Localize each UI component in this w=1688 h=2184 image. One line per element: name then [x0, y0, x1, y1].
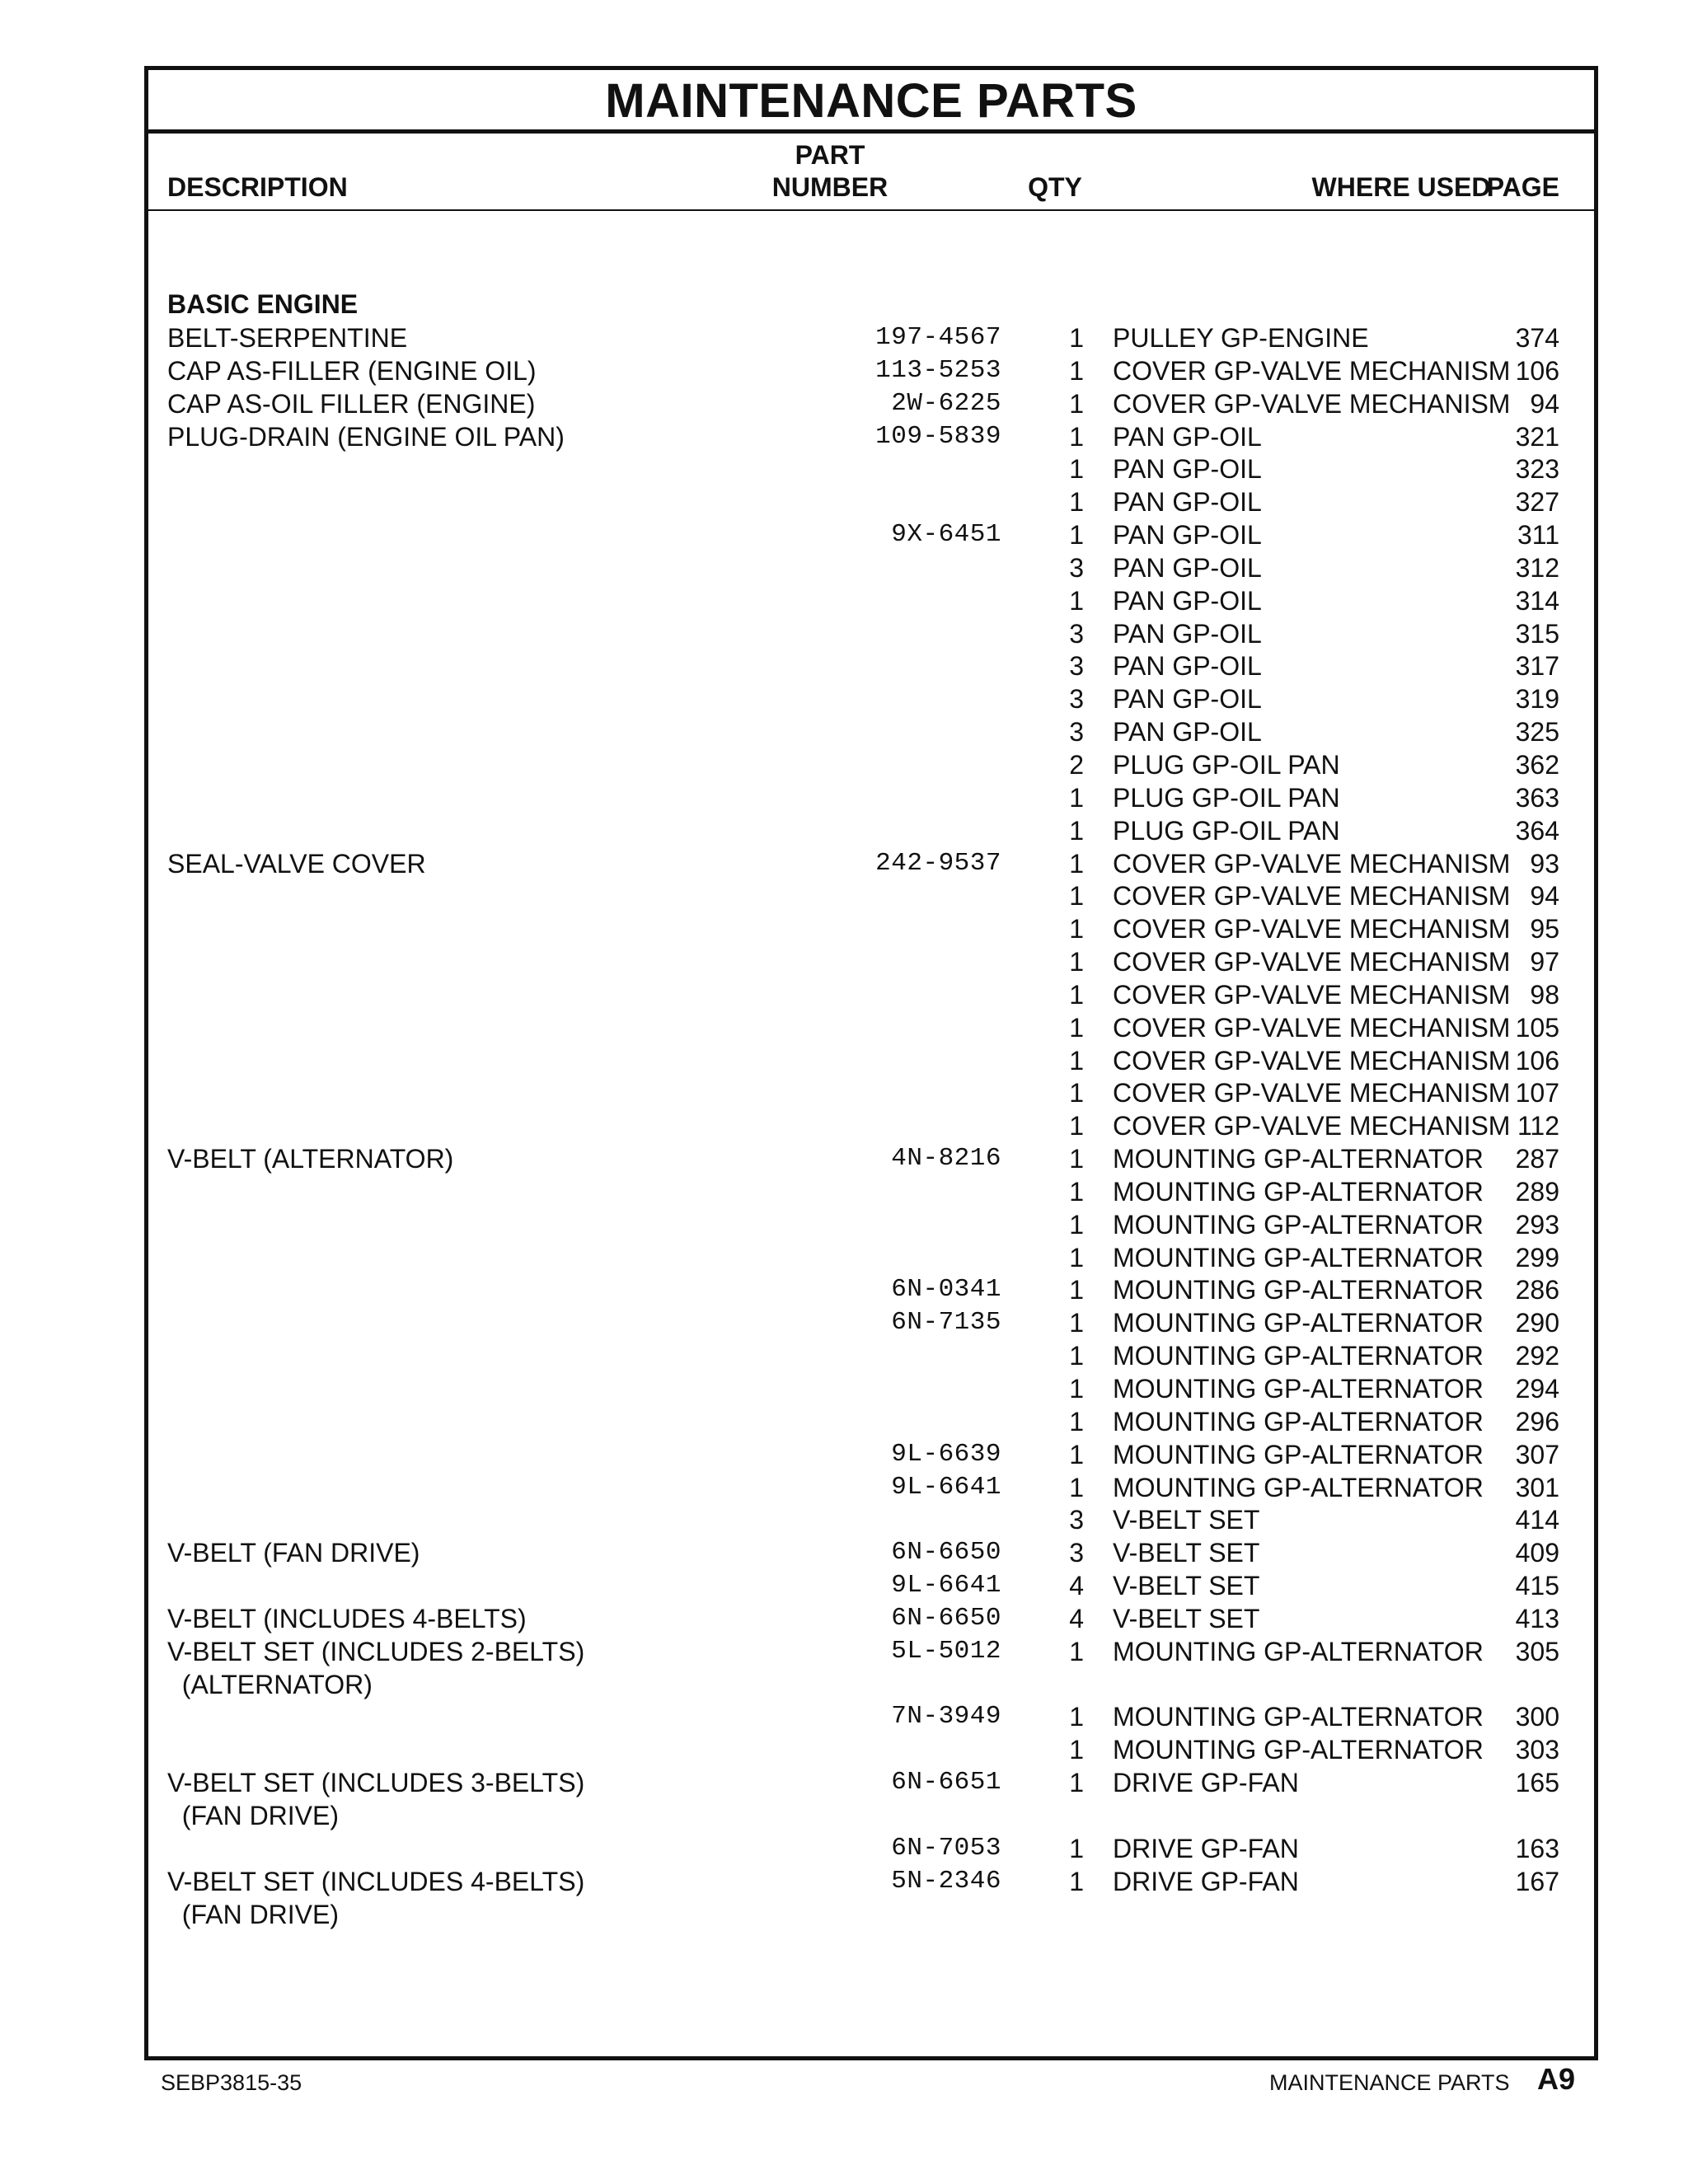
table-row [148, 1898, 1594, 1931]
table-row [148, 584, 1594, 617]
table-row [148, 649, 1594, 682]
row-where-used: COVER GP-VALVE MECHANISM [1113, 914, 1511, 944]
row-part-number: 9L-6641 [891, 1571, 1001, 1601]
row-where-used: PAN GP-OIL [1113, 454, 1262, 485]
row-where-used: PAN GP-OIL [1113, 684, 1262, 715]
table-row [148, 945, 1594, 978]
table-row [148, 1569, 1594, 1602]
table-row [148, 420, 1594, 453]
row-qty: 3 [1069, 1505, 1084, 1535]
row-qty: 1 [1069, 454, 1084, 485]
row-description: CAP AS-FILLER (ENGINE OIL) [167, 355, 537, 386]
row-qty: 1 [1069, 1406, 1084, 1436]
row-description: V-BELT SET (INCLUDES 4-BELTS) [167, 1866, 585, 1896]
row-description: PLUG-DRAIN (ENGINE OIL PAN) [167, 421, 565, 452]
row-where-used: COVER GP-VALVE MECHANISM [1113, 355, 1511, 386]
table-row [148, 1832, 1594, 1865]
row-where-used: PULLEY GP-ENGINE [1113, 323, 1369, 353]
row-description: V-BELT SET (INCLUDES 3-BELTS) [167, 1768, 585, 1798]
row-qty: 1 [1069, 585, 1084, 616]
table-row [148, 1602, 1594, 1635]
table-row [148, 1076, 1594, 1109]
row-description: V-BELT (FAN DRIVE) [167, 1538, 420, 1568]
row-where-used: V-BELT SET [1113, 1538, 1260, 1568]
row-description: BELT-SERPENTINE [167, 323, 408, 353]
row-qty: 1 [1069, 914, 1084, 944]
table-row [148, 879, 1594, 912]
row-page: 323 [1515, 454, 1559, 485]
row-qty: 1 [1069, 1833, 1084, 1863]
row-page: 289 [1515, 1176, 1559, 1207]
table-row [148, 485, 1594, 518]
row-where-used: V-BELT SET [1113, 1505, 1260, 1535]
row-where-used: COVER GP-VALVE MECHANISM [1113, 947, 1511, 977]
row-page: 299 [1515, 1242, 1559, 1272]
row-page: 415 [1515, 1571, 1559, 1601]
row-qty: 4 [1069, 1603, 1084, 1633]
table-row [148, 1339, 1594, 1372]
row-qty: 1 [1069, 1308, 1084, 1338]
row-page: 319 [1515, 684, 1559, 715]
section-title: BASIC ENGINE [167, 289, 359, 319]
row-page: 292 [1515, 1341, 1559, 1371]
row-where-used: PLUG GP-OIL PAN [1113, 782, 1340, 813]
row-qty: 3 [1069, 552, 1084, 583]
row-qty: 3 [1069, 651, 1084, 682]
row-where-used: PAN GP-OIL [1113, 487, 1262, 518]
row-page: 374 [1515, 323, 1559, 353]
row-where-used: MOUNTING GP-ALTERNATOR [1113, 1275, 1484, 1305]
row-qty: 1 [1069, 1439, 1084, 1469]
row-page: 414 [1515, 1505, 1559, 1535]
row-qty: 1 [1069, 1242, 1084, 1272]
row-qty: 4 [1069, 1571, 1084, 1601]
row-qty: 1 [1069, 1702, 1084, 1732]
row-qty: 1 [1069, 1111, 1084, 1141]
row-description: V-BELT (ALTERNATOR) [167, 1144, 454, 1174]
row-where-used: COVER GP-VALVE MECHANISM [1113, 1078, 1511, 1108]
row-page: 409 [1515, 1538, 1559, 1568]
row-qty: 1 [1069, 1012, 1084, 1043]
table-row [148, 1438, 1594, 1471]
row-where-used: PLUG GP-OIL PAN [1113, 815, 1340, 846]
row-where-used: DRIVE GP-FAN [1113, 1768, 1299, 1798]
row-where-used: V-BELT SET [1113, 1603, 1260, 1633]
row-part-number: 6N-0341 [891, 1275, 1001, 1305]
row-where-used: MOUNTING GP-ALTERNATOR [1113, 1374, 1484, 1404]
row-page: 106 [1515, 355, 1559, 386]
table-row [148, 1799, 1594, 1832]
row-part-number: 4N-8216 [891, 1144, 1001, 1174]
row-description: (FAN DRIVE) [167, 1899, 340, 1929]
row-qty: 1 [1069, 979, 1084, 1010]
row-qty: 1 [1069, 1636, 1084, 1666]
row-qty: 1 [1069, 1768, 1084, 1798]
row-where-used: MOUNTING GP-ALTERNATOR [1113, 1144, 1484, 1174]
row-qty: 1 [1069, 947, 1084, 977]
table-row [148, 1700, 1594, 1733]
row-page: 413 [1515, 1603, 1559, 1633]
row-where-used: MOUNTING GP-ALTERNATOR [1113, 1636, 1484, 1666]
table-row [148, 978, 1594, 1011]
footer-doc-id: SEBP3815-35 [161, 2070, 302, 2095]
row-qty: 1 [1069, 848, 1084, 879]
row-qty: 1 [1069, 881, 1084, 912]
row-qty: 3 [1069, 1538, 1084, 1568]
row-page: 327 [1515, 487, 1559, 518]
row-part-number: 6N-6650 [891, 1603, 1001, 1633]
row-page: 293 [1515, 1209, 1559, 1240]
row-where-used: PAN GP-OIL [1113, 618, 1262, 649]
row-page: 303 [1515, 1735, 1559, 1765]
header-part-line2: NUMBER [771, 172, 889, 202]
row-page: 105 [1515, 1012, 1559, 1043]
row-page: 290 [1515, 1308, 1559, 1338]
row-qty: 1 [1069, 1472, 1084, 1502]
row-where-used: V-BELT SET [1113, 1571, 1260, 1601]
row-qty: 1 [1069, 355, 1084, 386]
row-part-number: 5L-5012 [891, 1636, 1001, 1666]
table-row [148, 1011, 1594, 1044]
table-row [148, 321, 1594, 354]
table-row [148, 781, 1594, 814]
row-page: 305 [1515, 1636, 1559, 1666]
row-where-used: MOUNTING GP-ALTERNATOR [1113, 1472, 1484, 1502]
row-where-used: MOUNTING GP-ALTERNATOR [1113, 1176, 1484, 1207]
row-qty: 1 [1069, 388, 1084, 419]
row-where-used: MOUNTING GP-ALTERNATOR [1113, 1209, 1484, 1240]
row-page: 296 [1515, 1406, 1559, 1436]
row-part-number: 7N-3949 [891, 1702, 1001, 1732]
table-row [148, 1372, 1594, 1405]
row-where-used: MOUNTING GP-ALTERNATOR [1113, 1406, 1484, 1436]
row-page: 165 [1515, 1768, 1559, 1798]
row-where-used: PAN GP-OIL [1113, 552, 1262, 583]
row-where-used: PAN GP-OIL [1113, 651, 1262, 682]
table-row [148, 1766, 1594, 1799]
row-part-number: 113-5253 [875, 355, 1001, 385]
row-where-used: DRIVE GP-FAN [1113, 1833, 1299, 1863]
row-page: 362 [1515, 749, 1559, 780]
row-where-used: PAN GP-OIL [1113, 520, 1262, 551]
table-row [148, 551, 1594, 584]
table-row [148, 847, 1594, 880]
footer-page-number: A9 [1537, 2062, 1576, 2096]
row-where-used: COVER GP-VALVE MECHANISM [1113, 1012, 1511, 1043]
row-page: 315 [1515, 618, 1559, 649]
row-part-number: 9L-6639 [891, 1439, 1001, 1469]
row-part-number: 5N-2346 [891, 1866, 1001, 1896]
table-row [148, 1306, 1594, 1339]
row-description: V-BELT (INCLUDES 4-BELTS) [167, 1603, 527, 1633]
row-page: 112 [1517, 1111, 1559, 1141]
row-page: 294 [1515, 1374, 1559, 1404]
row-where-used: MOUNTING GP-ALTERNATOR [1113, 1242, 1484, 1272]
table-row [148, 518, 1594, 551]
row-where-used: COVER GP-VALVE MECHANISM [1113, 1045, 1511, 1076]
table-row [148, 452, 1594, 485]
row-page: 98 [1530, 979, 1559, 1010]
table-body [148, 321, 1594, 1930]
row-qty: 1 [1069, 1045, 1084, 1076]
row-qty: 1 [1069, 1176, 1084, 1207]
row-page: 287 [1515, 1144, 1559, 1174]
row-page: 163 [1515, 1833, 1559, 1863]
header-page: PAGE [1486, 172, 1559, 202]
row-page: 363 [1515, 782, 1559, 813]
table-row [148, 748, 1594, 781]
header-part-line1: PART [795, 140, 865, 170]
table-row [148, 912, 1594, 945]
table-row [148, 814, 1594, 847]
table-row [148, 1536, 1594, 1569]
row-qty: 1 [1069, 782, 1084, 813]
header-description: DESCRIPTION [167, 172, 348, 202]
row-qty: 1 [1069, 815, 1084, 846]
row-qty: 1 [1069, 1374, 1084, 1404]
table-row [148, 1733, 1594, 1766]
table-row [148, 1273, 1594, 1306]
row-where-used: DRIVE GP-FAN [1113, 1866, 1299, 1896]
row-part-number: 2W-6225 [891, 388, 1001, 418]
row-qty: 1 [1069, 1078, 1084, 1108]
row-qty: 1 [1069, 520, 1084, 551]
table-row [148, 1241, 1594, 1274]
row-page: 94 [1530, 881, 1559, 912]
table-row [148, 1668, 1594, 1701]
row-page: 300 [1515, 1702, 1559, 1732]
row-page: 94 [1530, 388, 1559, 419]
row-where-used: MOUNTING GP-ALTERNATOR [1113, 1735, 1484, 1765]
row-part-number: 6N-6650 [891, 1538, 1001, 1568]
table-row [148, 1865, 1594, 1898]
row-part-number: 9X-6451 [891, 520, 1001, 550]
row-description: (ALTERNATOR) [167, 1669, 373, 1699]
row-qty: 2 [1069, 749, 1084, 780]
row-part-number: 109-5839 [875, 421, 1001, 451]
row-qty: 1 [1069, 1275, 1084, 1305]
row-part-number: 197-4567 [875, 323, 1001, 352]
table-row [148, 1208, 1594, 1241]
table-row [148, 1044, 1594, 1077]
parts-table-frame [144, 66, 1598, 2060]
row-page: 286 [1515, 1275, 1559, 1305]
row-where-used: COVER GP-VALVE MECHANISM [1113, 1111, 1511, 1141]
table-row [148, 1503, 1594, 1536]
row-page: 321 [1515, 421, 1559, 452]
row-page: 167 [1515, 1866, 1559, 1896]
row-qty: 1 [1069, 1144, 1084, 1174]
row-where-used: MOUNTING GP-ALTERNATOR [1113, 1308, 1484, 1338]
row-qty: 3 [1069, 618, 1084, 649]
row-where-used: MOUNTING GP-ALTERNATOR [1113, 1341, 1484, 1371]
header-qty: QTY [1028, 172, 1082, 202]
table-row [148, 1635, 1594, 1668]
row-description: SEAL-VALVE COVER [167, 848, 426, 879]
row-page: 301 [1515, 1472, 1559, 1502]
row-where-used: COVER GP-VALVE MECHANISM [1113, 979, 1511, 1010]
row-qty: 1 [1069, 323, 1084, 353]
table-row [148, 1109, 1594, 1142]
row-description: V-BELT SET (INCLUDES 2-BELTS) [167, 1636, 585, 1666]
row-qty: 3 [1069, 717, 1084, 748]
table-row [148, 1175, 1594, 1208]
row-qty: 1 [1069, 1209, 1084, 1240]
row-qty: 1 [1069, 487, 1084, 518]
row-where-used: MOUNTING GP-ALTERNATOR [1113, 1439, 1484, 1469]
row-where-used: PAN GP-OIL [1113, 421, 1262, 452]
table-row [148, 715, 1594, 748]
table-row [148, 617, 1594, 650]
row-where-used: PLUG GP-OIL PAN [1113, 749, 1340, 780]
row-page: 312 [1515, 552, 1559, 583]
row-part-number: 6N-7053 [891, 1833, 1001, 1863]
row-qty: 1 [1069, 1735, 1084, 1765]
row-part-number: 9L-6641 [891, 1472, 1001, 1502]
row-page: 325 [1515, 717, 1559, 748]
row-page: 307 [1515, 1439, 1559, 1469]
footer-section-label: MAINTENANCE PARTS [1269, 2070, 1510, 2095]
row-part-number: 6N-7135 [891, 1308, 1001, 1338]
row-where-used: COVER GP-VALVE MECHANISM [1113, 881, 1511, 912]
row-page: 317 [1515, 651, 1559, 682]
row-page: 106 [1515, 1045, 1559, 1076]
table-row [148, 387, 1594, 420]
row-part-number: 242-9537 [875, 848, 1001, 878]
row-page: 311 [1517, 520, 1559, 551]
row-where-used: PAN GP-OIL [1113, 585, 1262, 616]
row-qty: 1 [1069, 1866, 1084, 1896]
row-where-used: COVER GP-VALVE MECHANISM [1113, 848, 1511, 879]
row-part-number: 6N-6651 [891, 1768, 1001, 1797]
table-row [148, 682, 1594, 715]
table-row [148, 354, 1594, 387]
row-qty: 1 [1069, 1341, 1084, 1371]
row-page: 107 [1515, 1078, 1559, 1108]
row-where-used: MOUNTING GP-ALTERNATOR [1113, 1702, 1484, 1732]
page-title: MAINTENANCE PARTS [148, 70, 1594, 134]
table-header [148, 134, 1594, 211]
header-where-used: WHERE USED [1311, 172, 1491, 202]
table-row [148, 1471, 1594, 1504]
table-row [148, 1405, 1594, 1438]
table-row [148, 1142, 1594, 1175]
row-description: CAP AS-OIL FILLER (ENGINE) [167, 388, 536, 419]
row-description: (FAN DRIVE) [167, 1800, 340, 1830]
row-qty: 3 [1069, 684, 1084, 715]
row-page: 95 [1530, 914, 1559, 944]
row-page: 314 [1515, 585, 1559, 616]
row-page: 93 [1530, 848, 1559, 879]
row-qty: 1 [1069, 421, 1084, 452]
row-page: 97 [1530, 947, 1559, 977]
row-where-used: COVER GP-VALVE MECHANISM [1113, 388, 1511, 419]
row-where-used: PAN GP-OIL [1113, 717, 1262, 748]
row-page: 364 [1515, 815, 1559, 846]
